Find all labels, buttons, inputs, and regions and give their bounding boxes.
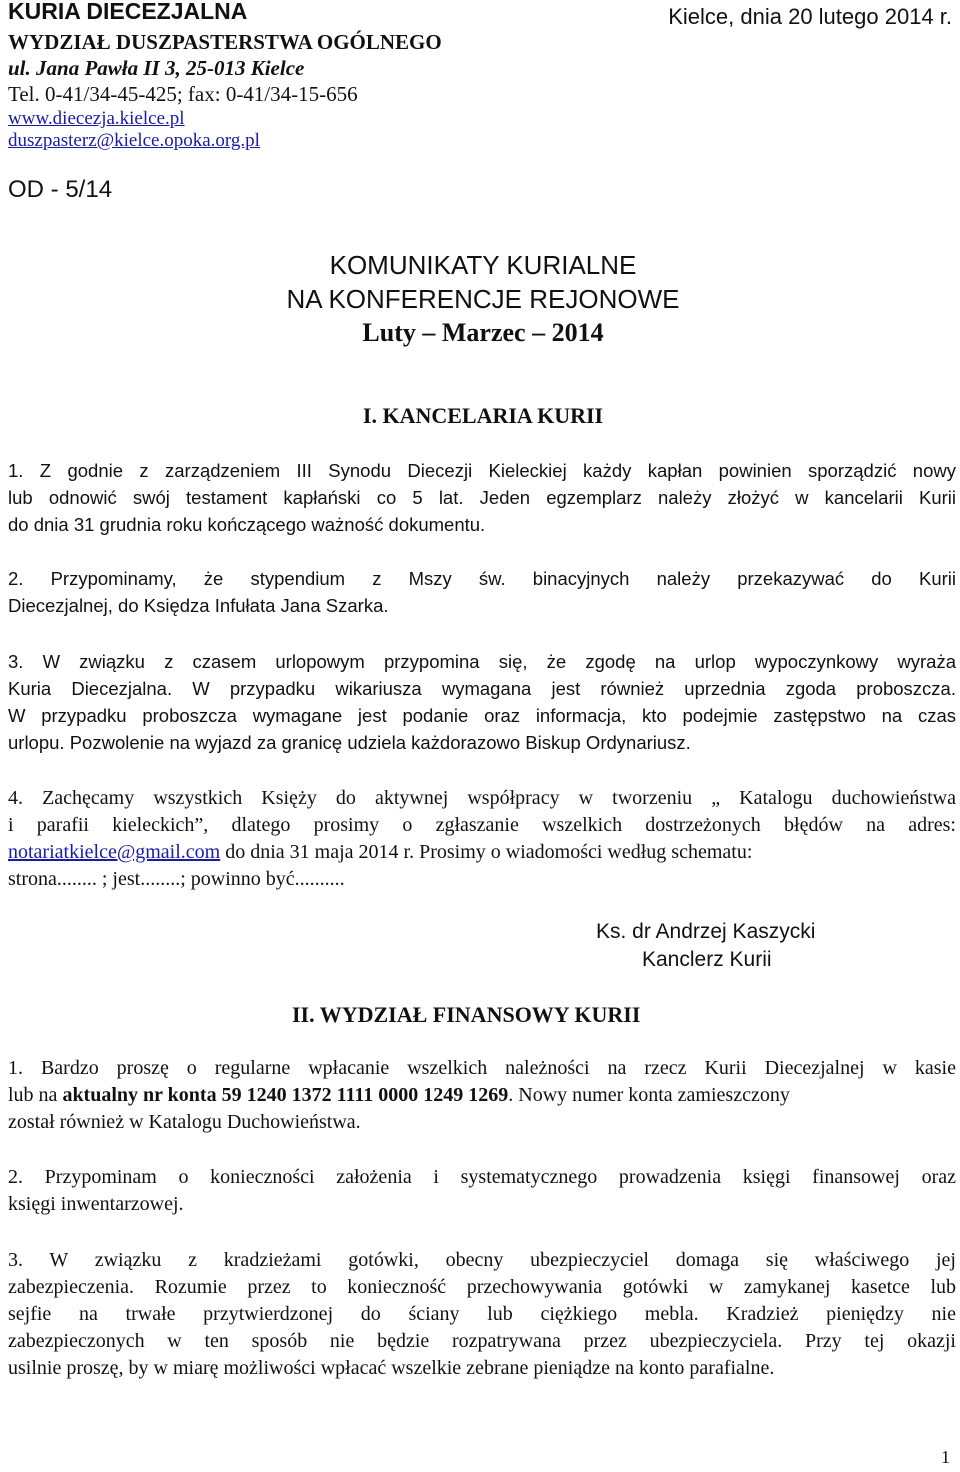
paragraph-line: Diecezjalnej, do Księdza Infułata Jana Szarka.	[8, 595, 389, 616]
section-1-paragraph-2	[8, 565, 956, 619]
website-link[interactable]: www.diecezja.kielce.pl	[8, 108, 185, 129]
bank-account-number: aktualny nr konta 59 1240 1372 1111 0000 1249 1269	[62, 1084, 509, 1106]
paragraph-line: strona........ ; jest........; powinno być..........	[8, 868, 345, 890]
paragraph-text: lub na	[8, 1084, 63, 1106]
signature-name: Ks. dr Andrzej Kaszycki	[596, 920, 816, 943]
section-2-paragraph-1	[8, 1055, 956, 1136]
paragraph-line: 2. Przypominamy, że stypendium z Mszy św. binacyjnych należy przekazywać do Kurii	[8, 568, 956, 589]
paragraph-line: księgi inwentarzowej.	[8, 1193, 184, 1215]
paragraph-line: 3. W związku z kradzieżami gotówki, obecny ubezpieczyciel domaga się właściwego jej	[8, 1249, 956, 1271]
paragraph-line	[8, 839, 956, 866]
section-1-paragraph-3	[8, 648, 956, 756]
paragraph-line: i parafii kieleckich”, dlatego prosimy o zgłaszanie wszelkich dostrzeżonych błędów na adres:	[8, 814, 956, 836]
paragraph-line: 4. Zachęcamy wszystkich Księży do aktywnej współpracy w tworzeniu „ Katalogu duchowieństwa	[8, 787, 956, 809]
section-1-heading: I. KANCELARIA KURII	[362, 403, 604, 428]
reference-number: OD - 5/14	[8, 176, 113, 203]
paragraph-line: sejfie na trwałe przytwierdzonej do ściany lub ciężkiego mebla. Kradzież pieniędzy nie	[8, 1303, 956, 1325]
document-date: Kielce, dnia 20 lutego 2014 r.	[668, 4, 952, 29]
paragraph-line: 2. Przypominam o konieczności założenia i systematycznego prowadzenia księgi finansowej oraz	[8, 1166, 956, 1188]
title-line-2: NA KONFERENCJE REJONOWE	[286, 284, 680, 314]
contact-email-link[interactable]: notariatkielce@gmail.com	[8, 841, 221, 863]
paragraph-line: urlopu. Pozwolenie na wyjazd za granicę udziela każdorazowo Biskup Ordynariusz.	[8, 732, 691, 753]
org-name: KURIA DIECEZJALNA	[8, 0, 248, 24]
signature-title: Kanclerz Kurii	[642, 948, 772, 971]
section-1-paragraph-4	[8, 785, 956, 893]
paragraph-line: zabezpieczenia. Rozumie przez to konieczność przechowywania gotówki w zamykanej kasetce lub	[8, 1276, 956, 1298]
section-2-paragraph-3	[8, 1247, 956, 1382]
paragraph-line: 3. W związku z czasem urlopowym przypomina się, że zgodę na urlop wypoczynkowy wyraża	[8, 651, 956, 672]
section-1-paragraph-1	[8, 457, 956, 538]
paragraph-line: został również w Katalogu Duchowieństwa.	[8, 1111, 361, 1133]
paragraph-text: . Nowy numer konta zamieszczony	[508, 1084, 790, 1106]
section-2-paragraph-2	[8, 1164, 956, 1218]
paragraph-line	[8, 1082, 956, 1109]
department-name: WYDZIAŁ DUSZPASTERSTWA OGÓLNEGO	[8, 30, 442, 54]
paragraph-line: 1. Bardzo proszę o regularne wpłacanie wszelkich należności na rzecz Kurii Diecezjalnej w kasie	[8, 1057, 956, 1079]
paragraph-line: 1. Z godnie z zarządzeniem III Synodu Diecezji Kieleckiej każdy kapłan powinien sporządzić nowy	[8, 460, 956, 481]
email-link[interactable]: duszpasterz@kielce.opoka.org.pl	[8, 130, 260, 151]
address: ul. Jana Pawła II 3, 25-013 Kielce	[8, 56, 305, 80]
paragraph-line: usilnie proszę, by w miarę możliwości wpłacać wszelkie zebrane pieniądze na konto parafialne.	[8, 1357, 775, 1379]
paragraph-line: lub odnowić swój testament kapłański co 5 lat. Jeden egzemplarz należy złożyć w kancelarii Kurii	[8, 487, 956, 508]
title-line-3: Luty – Marzec – 2014	[362, 318, 604, 347]
paragraph-line: do dnia 31 grudnia roku kończącego ważność dokumentu.	[8, 514, 486, 535]
paragraph-line: zabezpieczonych w ten sposób nie będzie rozpatrywana przez ubezpieczyciela. Przy tej okazji	[8, 1330, 956, 1352]
paragraph-text: do dnia 31 maja 2014 r. Prosimy o wiadomości według schematu:	[220, 841, 753, 863]
paragraph-line: Kuria Diecezjalna. W przypadku wikariusza wymagana jest również uprzednia zgoda proboszcza.	[8, 678, 956, 699]
paragraph-line: W przypadku proboszcza wymagane jest podanie oraz informacja, kto podejmie zastępstwo na czas	[8, 705, 956, 726]
title-line-1: KOMUNIKATY KURIALNE	[329, 250, 637, 280]
section-2-heading: II. WYDZIAŁ FINANSOWY KURII	[292, 1002, 641, 1027]
page-number: 1	[941, 1447, 950, 1467]
phone-fax: Tel. 0-41/34-45-425; fax: 0-41/34-15-656	[8, 82, 358, 106]
